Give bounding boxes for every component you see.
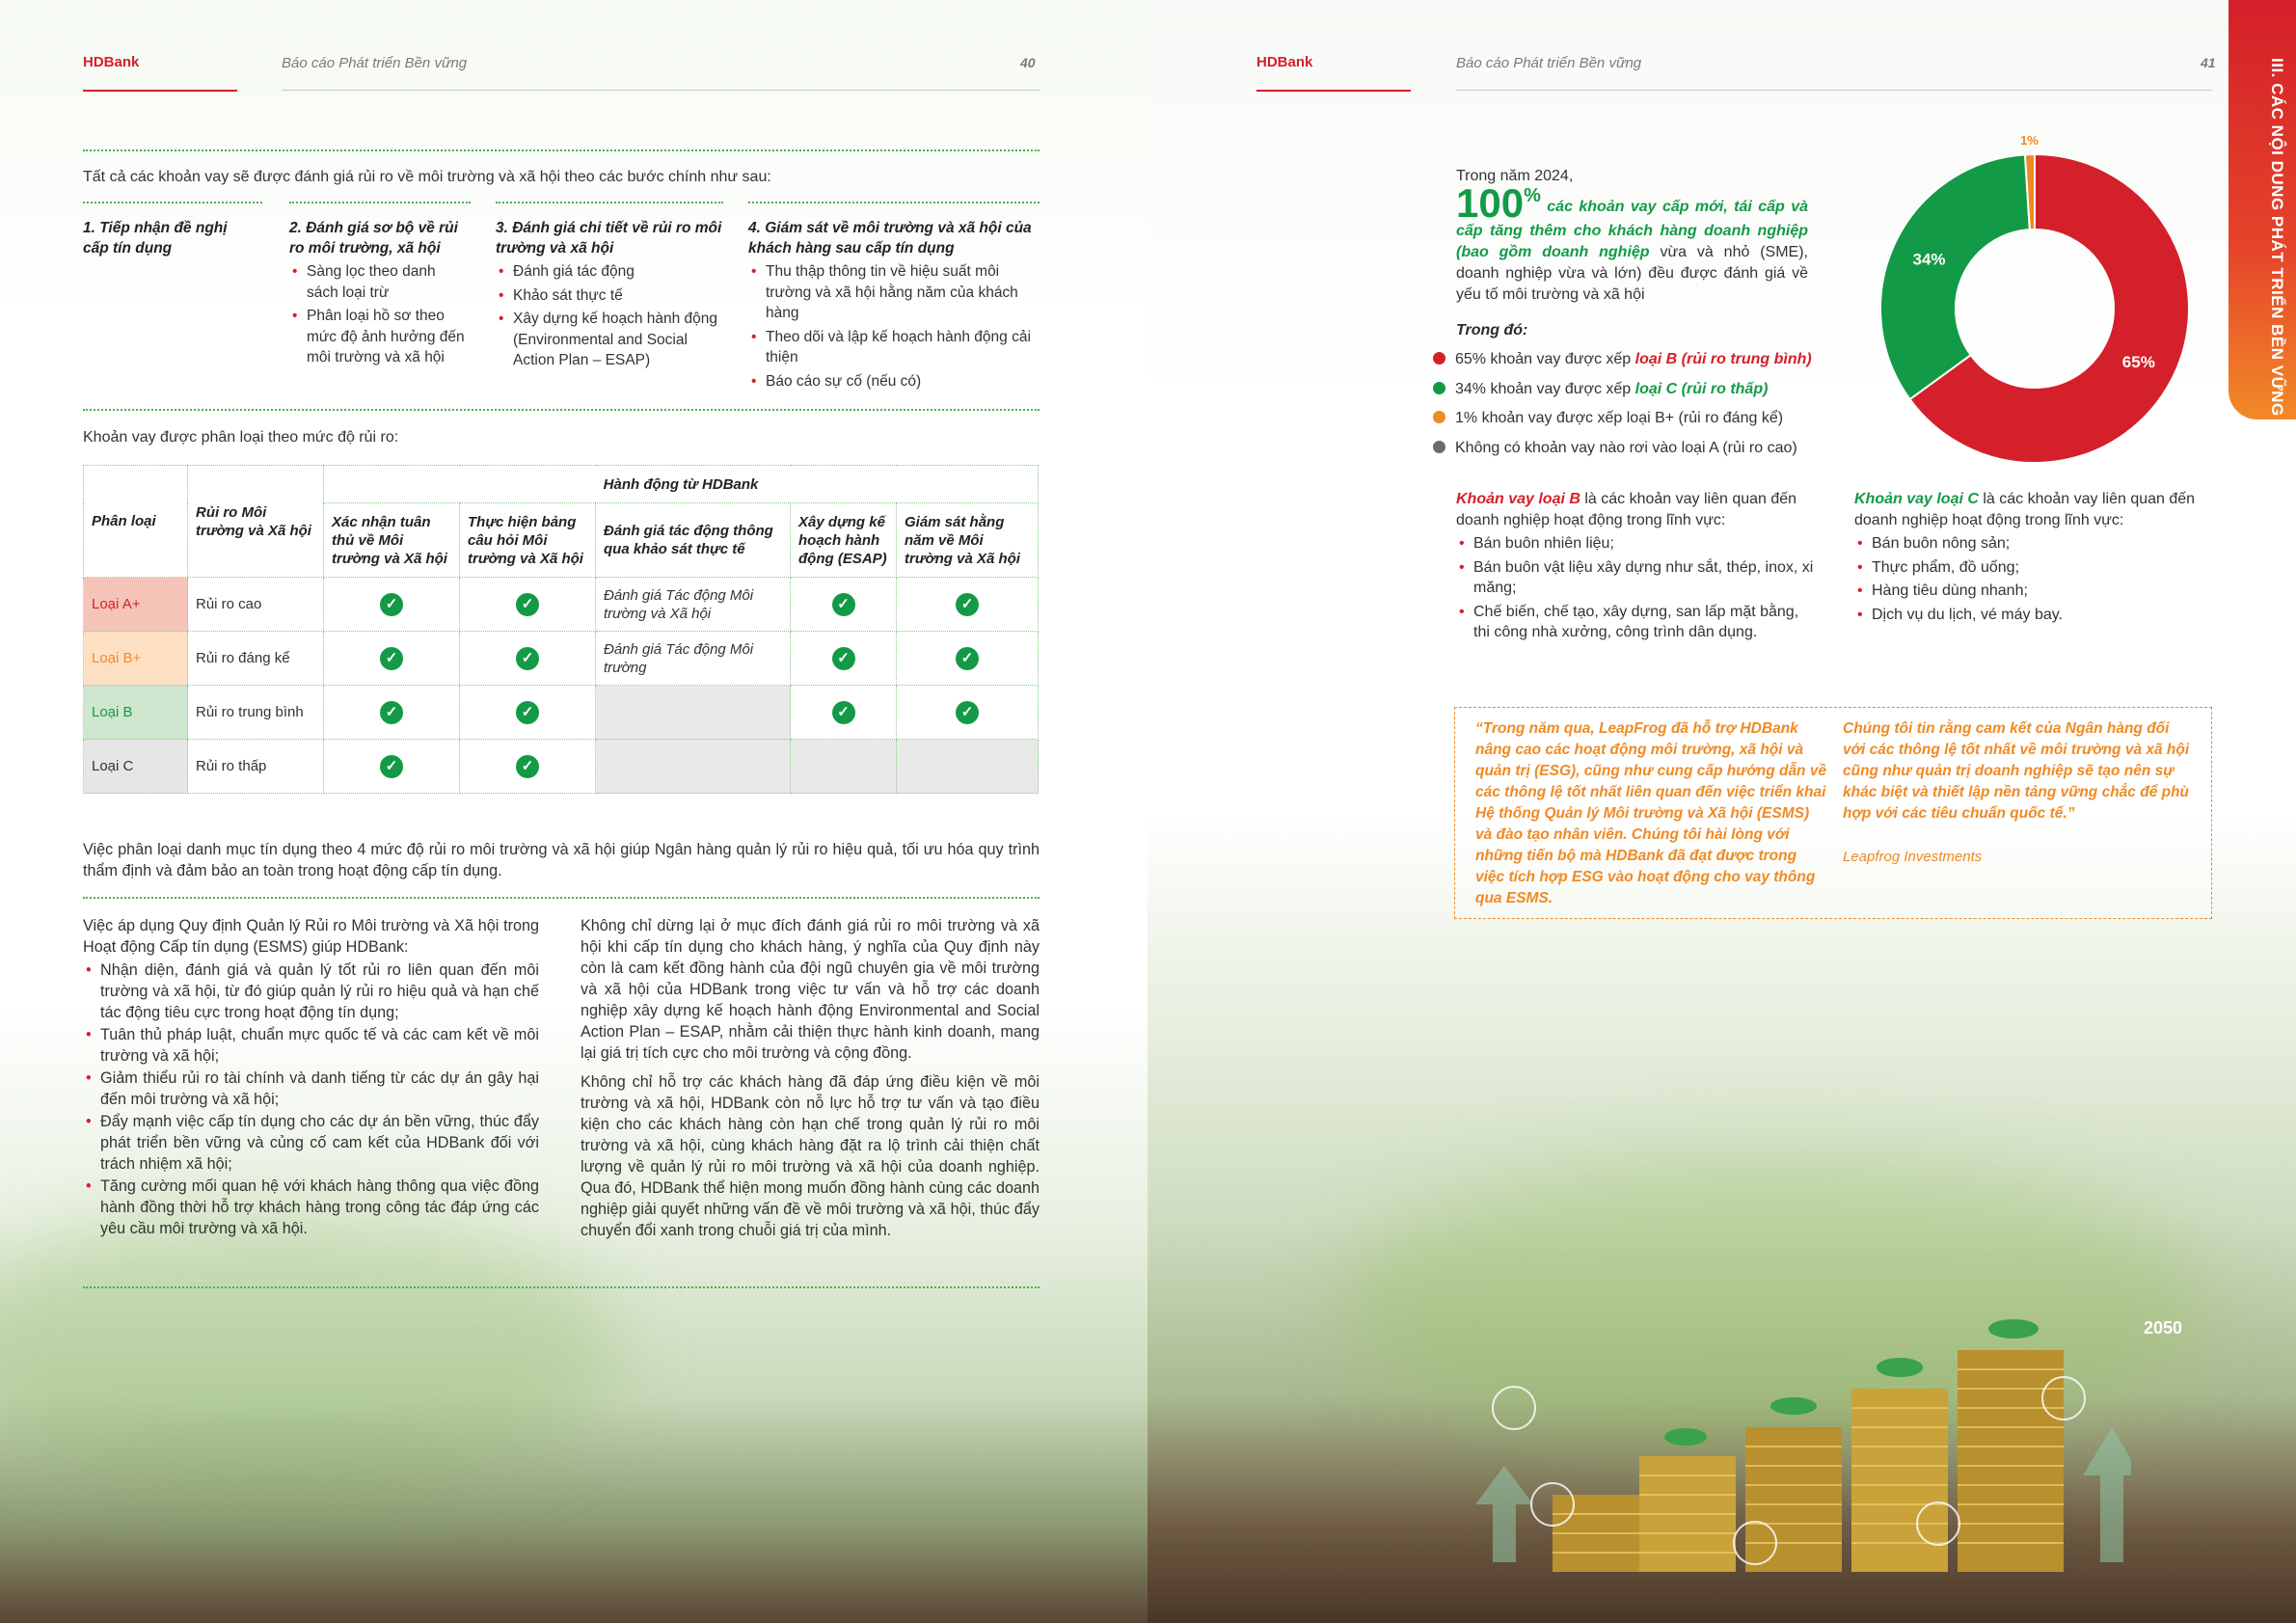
risk-cell: Rủi ro thấp: [188, 740, 324, 794]
check-circle-icon: ✓: [516, 647, 539, 670]
check-circle-icon: ✓: [956, 593, 979, 616]
legend-dot-icon: [1433, 352, 1445, 365]
header-hdbank-actions: Hành động từ HDBank: [324, 466, 1039, 503]
headline-emphasis: các khoản vay cấp mới, tái cấp và cấp tăng thêm cho khách hàng doanh nghiệp (bao gồm doanh nghiệp: [1456, 199, 1809, 260]
list-item: • Tuân thủ pháp luật, chuẩn mực quốc tế và các cam kết về môi trường và xã hội;: [100, 1024, 539, 1067]
header-rule: [1456, 90, 2212, 91]
class-cell: Loại C: [84, 740, 188, 794]
check-cell: [324, 632, 460, 686]
class-cell: Loại B+: [84, 632, 188, 686]
check-cell: [460, 686, 596, 740]
header-brand-underline: [1256, 90, 1411, 92]
legend-item-type-a: [1433, 440, 1797, 457]
legend-text: 34% khoản vay được xếp: [1455, 381, 1635, 397]
legend-text: 1% khoản vay được xếp loại B+ (rủi ro đáng kể): [1455, 410, 1784, 426]
legend-dot-icon: [1433, 382, 1445, 394]
table-row: [84, 686, 1039, 740]
type-b-desc: là các khoản vay liên quan đến doanh nghiệp hoạt động trong lĩnh vực:: [1456, 491, 1797, 528]
type-c-title: Khoản vay loại C: [1854, 491, 1979, 507]
check-circle-icon: ✓: [516, 701, 539, 724]
esms-benefits: [83, 915, 539, 1240]
page-number-right: 41: [2201, 55, 2216, 70]
page-number-left: 40: [1020, 55, 1036, 70]
check-circle-icon: ✓: [516, 755, 539, 778]
check-circle-icon: ✓: [832, 647, 855, 670]
list-item: • Nhận diện, đánh giá và quản lý tốt rủi ro liên quan đến môi trường và xã hội, từ đó giúp quản lý rủi ro hiệu quả và hạn chế tác động tiêu cực trong hoạt động tín dụng;: [100, 960, 539, 1023]
list-item: • Dịch vụ du lịch, vé máy bay.: [1872, 605, 2213, 626]
risk-classification-table: [83, 465, 1039, 794]
list-item: • Bán buôn nhiên liệu;: [1473, 533, 1815, 555]
step-divider: [289, 202, 471, 203]
divider: [83, 149, 1040, 151]
impact-cell: Đánh giá Tác động Môi trường: [596, 632, 791, 686]
check-cell: [791, 632, 897, 686]
check-cell: [324, 578, 460, 632]
divider: [83, 897, 1040, 899]
check-cell: [897, 578, 1039, 632]
donut-label: 65%: [2121, 352, 2155, 371]
coins-sprouts-illustration: [1437, 1283, 2131, 1572]
classification-intro: Khoản vay được phân loại theo mức độ rủi ro:: [83, 429, 399, 446]
classification-summary: Việc phân loại danh mục tín dụng theo 4 mức độ rủi ro môi trường và xã hội giúp Ngân hàng quản lý rủi ro hiệu quả, tối ưu hóa quy trình thẩm định và đảm bảo an toàn trong hoạt động cấp tín dụng.: [83, 841, 1040, 879]
quote-part-2: Chúng tôi tin rằng cam kết của Ngân hàng đối với các thông lệ tốt nhất về môi trường và xã hội cũng như quản trị doanh nghiệp sẽ tạo nên sự khác biệt và thiết lập nền tảng vững chắc để phù hợp với các tiêu chuẩn quốc tế.”: [1843, 720, 2190, 822]
check-circle-icon: ✓: [832, 701, 855, 724]
among-label: Trong đó:: [1456, 322, 1528, 338]
risk-cell: Rủi ro cao: [188, 578, 324, 632]
esms-intro: Việc áp dụng Quy định Quản lý Rủi ro Môi trường và Xã hội trong Hoạt động Cấp tín dụng (ESMS) giúp HDBank:: [83, 917, 539, 956]
check-circle-icon: ✓: [380, 701, 403, 724]
donut-label: 34%: [1912, 250, 1946, 269]
quote-part-1: “Trong năm qua, LeapFrog đã hỗ trợ HDBank nâng cao các hoạt động môi trường, xã hội và quản trị (ESG), cũng như cung cấp hướng dẫn về các thông lệ tốt nhất liên quan đến việc triển khai Hệ thống Quản lý Môi trường và Xã hội (ESMS) và đào tạo nhân viên. Chúng tôi hài lòng với những tiến bộ mà HDBank đã đạt được trong việc tích hợp ESG vào hoạt động cho vay thông qua ESMS.: [1475, 720, 1827, 906]
check-cell: [460, 632, 596, 686]
step-1: [83, 218, 257, 258]
list-item: • Thực phẩm, đồ uống;: [1872, 557, 2213, 579]
check-cell: [897, 632, 1039, 686]
list-item: • Hàng tiêu dùng nhanh;: [1872, 581, 2213, 602]
list-item: • Thu thập thông tin về hiệu suất môi trường và xã hội hằng năm của khách hàng: [766, 261, 1038, 324]
check-circle-icon: ✓: [380, 755, 403, 778]
page-right: [1148, 0, 2296, 1623]
check-cell: [460, 740, 596, 794]
empty-cell: [596, 686, 791, 740]
class-cell: Loại B: [84, 686, 188, 740]
commitment-paragraph-2: Không chỉ hỗ trợ các khách hàng đã đáp ứng điều kiện về môi trường và xã hội, HDBank còn nỗ lực hỗ trợ tư vấn và tạo điều kiện cho các khách hàng còn hạn chế trong quản lý rủi ro môi trường và xã hội, cùng khách hàng đặt ra lộ trình cải thiện chất lượng về quản lý rủi ro môi trường và xã hội của doanh nghiệp. Qua đó, HDBank thể hiện mong muốn đồng hành cùng các doanh nghiệp giải quyết những vấn đề về môi trường và xã hội, thúc đẩy chuyển đổi xanh trong chuỗi giá trị của mình.: [581, 1073, 1040, 1239]
impact-cell: Đánh giá Tác động Môi trường và Xã hội: [596, 578, 791, 632]
empty-cell: [596, 740, 791, 794]
header-report-title: Báo cáo Phát triển Bền vững: [282, 55, 468, 71]
check-circle-icon: ✓: [380, 593, 403, 616]
commitment-paragraph-1: Không chỉ dừng lại ở mục đích đánh giá rủi ro môi trường và xã hội khi cấp tín dụng cho khách hàng, ý nghĩa của Quy định này còn là cam kết đồng hành của đội ngũ chuyên gia về môi trường và xã hội của HDBank trong việc tư vấn và hỗ trợ các doanh nghiệp xây dựng kế hoạch hành động Environmental and Social Action Plan – ESAP, nhằm cải thiện thực hành kinh doanh, mang lại giá trị tích cực cho môi trường và cộng đồng.: [581, 917, 1040, 1062]
legend-dot-icon: [1433, 411, 1445, 423]
header-brand: HDBank: [1256, 54, 1313, 70]
header-action-questionnaire: Thực hiện bảng câu hỏi Môi trường và Xã hội: [460, 503, 596, 578]
headline-stat: [1456, 180, 1809, 306]
step-3-title: 3. Đánh giá chi tiết về rủi ro môi trường và xã hội: [496, 220, 722, 257]
table-row: [84, 740, 1039, 794]
step-2-title: 2. Đánh giá sơ bộ về rủi ro môi trường, xã hội: [289, 220, 458, 257]
section-side-tab: [2228, 0, 2296, 419]
risk-cell: Rủi ro đáng kể: [188, 632, 324, 686]
check-cell: [324, 740, 460, 794]
legend-item-type-b: [1433, 351, 1812, 368]
step-divider: [748, 202, 1040, 203]
check-circle-icon: ✓: [380, 647, 403, 670]
step-divider: [496, 202, 723, 203]
header-brand: HDBank: [83, 54, 140, 70]
donut-slice-lo-i-c: [1880, 154, 2030, 399]
background-foliage: [0, 1205, 617, 1495]
legend-item-type-b-plus: [1433, 410, 1783, 427]
list-item: • Xây dựng kế hoạch hành động (Environmental and Social Action Plan – ESAP): [513, 309, 723, 371]
check-circle-icon: ✓: [956, 647, 979, 670]
steps-intro: Tất cả các khoản vay sẽ được đánh giá rủi ro về môi trường và xã hội theo các bước chính như sau:: [83, 169, 771, 185]
list-item: • Tăng cường mối quan hệ với khách hàng thông qua việc đồng hành đồng thời hỗ trợ khách hàng trong công tác đáp ứng các yêu cầu môi trường và xã hội.: [100, 1176, 539, 1239]
quote-source: Leapfrog Investments: [1843, 849, 1983, 865]
divider: [83, 1286, 1040, 1288]
table-row: [84, 632, 1039, 686]
type-b-description: [1456, 489, 1815, 646]
legend-dot-icon: [1433, 441, 1445, 453]
divider: [83, 409, 1040, 411]
check-cell: [791, 578, 897, 632]
year-2050-label: 2050: [2144, 1318, 2183, 1338]
big-percent-value: 100: [1456, 180, 1525, 226]
esms-commitment: [581, 915, 1040, 1241]
header-report-title: Báo cáo Phát triển Bền vững: [1456, 55, 1642, 71]
list-item: • Giảm thiểu rủi ro tài chính và danh tiếng từ các dự án gây hại đến môi trường và xã hội;: [100, 1068, 539, 1110]
header-action-monitoring: Giám sát hằng năm về Môi trường và Xã hội: [897, 503, 1039, 578]
header-action-survey: Đánh giá tác động thông qua khảo sát thực tế: [596, 503, 791, 578]
big-percent-unit: %: [1524, 185, 1541, 206]
step-1-title: 1. Tiếp nhận đề nghị cấp tín dụng: [83, 220, 228, 257]
header-action-esap: Xây dựng kế hoạch hành động (ESAP): [791, 503, 897, 578]
loan-classification-donut-chart: [1871, 116, 2199, 473]
risk-cell: Rủi ro trung bình: [188, 686, 324, 740]
check-circle-icon: ✓: [516, 593, 539, 616]
legend-highlight: loại B (rủi ro trung bình): [1634, 351, 1812, 367]
header-brand-underline: [83, 90, 237, 92]
donut-label: 1%: [2020, 133, 2039, 149]
check-cell: [324, 686, 460, 740]
header-rule: [282, 90, 1040, 91]
headline-rest: vừa và nhỏ (SME), doanh nghiệp vừa và lớn) đều được đánh giá về yếu tố môi trường và xã hội: [1456, 244, 1809, 303]
table-row: [84, 578, 1039, 632]
step-4: [748, 218, 1038, 394]
check-cell: [791, 686, 897, 740]
type-c-description: [1854, 489, 2213, 628]
check-circle-icon: ✓: [956, 701, 979, 724]
section-side-tab-label: III. CÁC NỘI DUNG PHÁT TRIỂN BỀN VỮNG: [2268, 58, 2286, 417]
type-c-desc: là các khoản vay liên quan đến doanh nghiệp hoạt động trong lĩnh vực:: [1854, 491, 2196, 528]
list-item: • Bán buôn nông sản;: [1872, 533, 2213, 555]
step-3: [496, 218, 723, 374]
list-item: • Theo dõi và lập kế hoạch hành động cải thiện: [766, 327, 1038, 368]
class-cell: Loại A+: [84, 578, 188, 632]
empty-cell: [791, 740, 897, 794]
list-item: • Chế biến, chế tạo, xây dựng, san lấp mặt bằng, thi công nhà xưởng, công trình dân dụng.: [1473, 602, 1815, 643]
legend-text: 65% khoản vay được xếp: [1455, 351, 1635, 367]
list-item: • Báo cáo sự cố (nếu có): [766, 371, 1038, 392]
legend-item-type-c: [1433, 381, 1768, 398]
header-action-confirm: Xác nhận tuân thủ về Môi trường và Xã hội: [324, 503, 460, 578]
header-classification: Phân loại: [84, 466, 188, 578]
list-item: • Đánh giá tác động: [513, 261, 723, 283]
legend-highlight: loại C (rủi ro thấp): [1634, 381, 1769, 397]
empty-cell: [897, 740, 1039, 794]
list-item: • Đẩy mạnh việc cấp tín dụng cho các dự án bền vững, thúc đẩy phát triển bền vững và củng cố cam kết của HDBank đối với trách nhiệm xã hội;: [100, 1111, 539, 1175]
check-cell: [897, 686, 1039, 740]
header-risk: Rủi ro Môi trường và Xã hội: [188, 466, 324, 578]
step-4-title: 4. Giám sát về môi trường và xã hội của khách hàng sau cấp tín dụng: [748, 220, 1032, 257]
check-circle-icon: ✓: [832, 593, 855, 616]
legend-text: Không có khoản vay nào rơi vào loại A (rủi ro cao): [1455, 440, 1797, 456]
step-divider: [83, 202, 262, 203]
year-label: Trong năm 2024,: [1456, 168, 1574, 184]
list-item: • Sàng lọc theo danh sách loại trừ: [307, 261, 471, 303]
check-cell: [460, 578, 596, 632]
type-b-title: Khoản vay loại B: [1456, 491, 1580, 507]
list-item: • Bán buôn vật liệu xây dựng như sắt, thép, inox, xi măng;: [1473, 557, 1815, 599]
step-2: [289, 218, 471, 371]
list-item: • Phân loại hồ sơ theo mức độ ảnh hưởng đến môi trường và xã hội: [307, 306, 471, 368]
list-item: • Khảo sát thực tế: [513, 285, 723, 307]
